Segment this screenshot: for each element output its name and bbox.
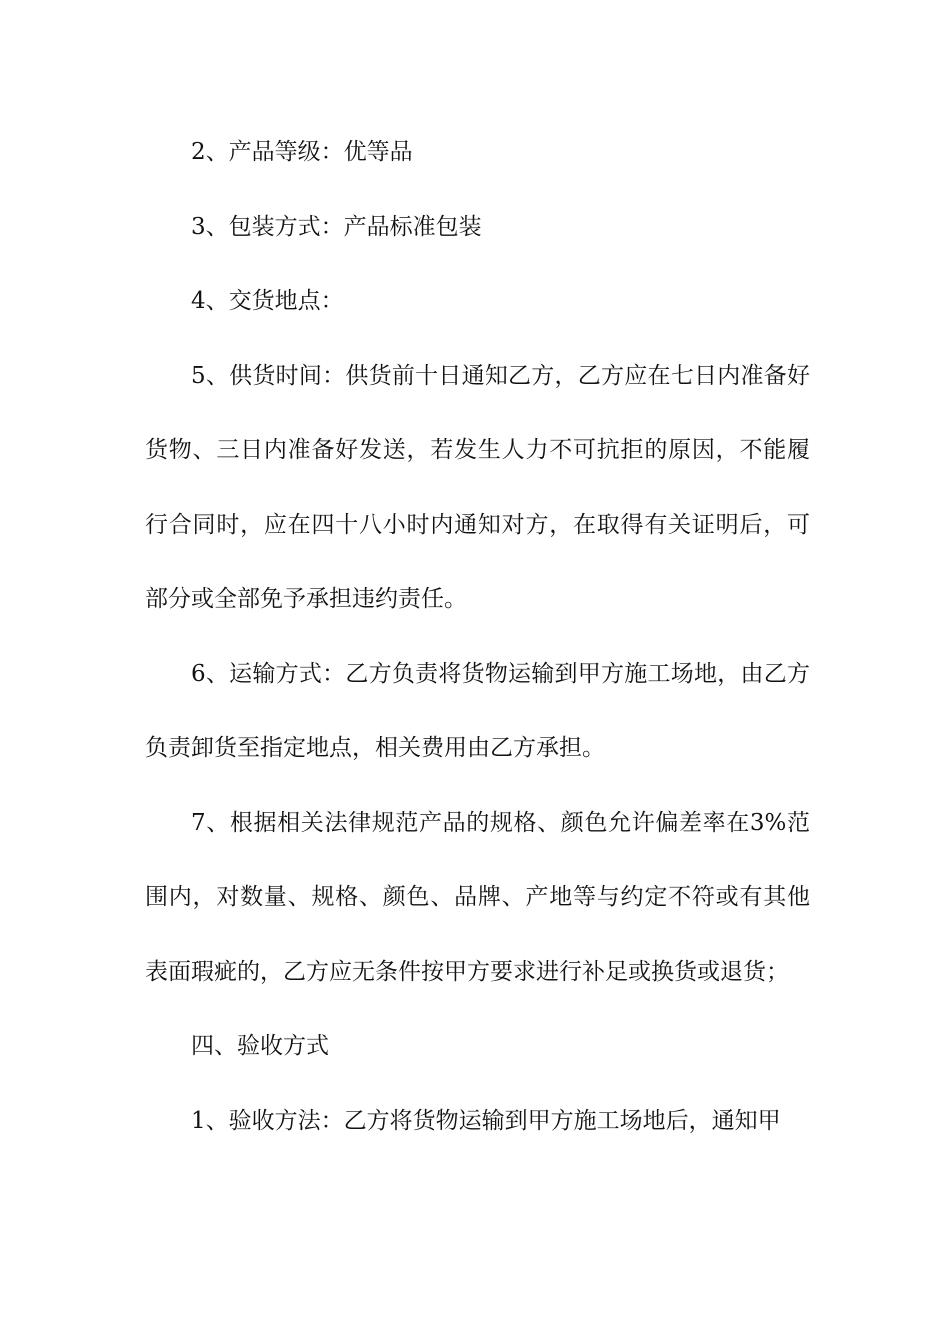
document-body	[145, 115, 810, 1158]
clause-acceptance-method: 1、验收方法：乙方将货物运输到甲方施工场地后，通知甲	[191, 1107, 781, 1134]
clause-transport: 6、运输方式：乙方负责将货物运输到甲方施工场地，由乙方负责卸货至指定地点，相关费用由乙方承担。	[145, 660, 810, 761]
clause-product-grade: 2、产品等级：优等品	[191, 139, 413, 165]
clause-packaging: 3、包装方式：产品标准包装	[191, 213, 482, 240]
clause-tolerance: 7、根据相关法律规范产品的规格、颜色允许偏差率在3%范围内，对数量、规格、颜色、品牌、产地等与约定不符或有其他表面瑕疵的，乙方应无条件按甲方要求进行补足或换货或退货；	[145, 809, 810, 985]
clause-supply-time: 5、供货时间：供货前十日通知乙方，乙方应在七日内准备好货物、三日内准备好发送，若发生人力不可抗拒的原因，不能履行合同时，应在四十八小时内通知对方，在取得有关证明后，可部分或全部免予承担违约责任。	[145, 362, 810, 612]
section-heading-acceptance: 四、验收方式	[191, 1033, 329, 1059]
clause-delivery-location: 4、交货地点：	[191, 288, 344, 314]
